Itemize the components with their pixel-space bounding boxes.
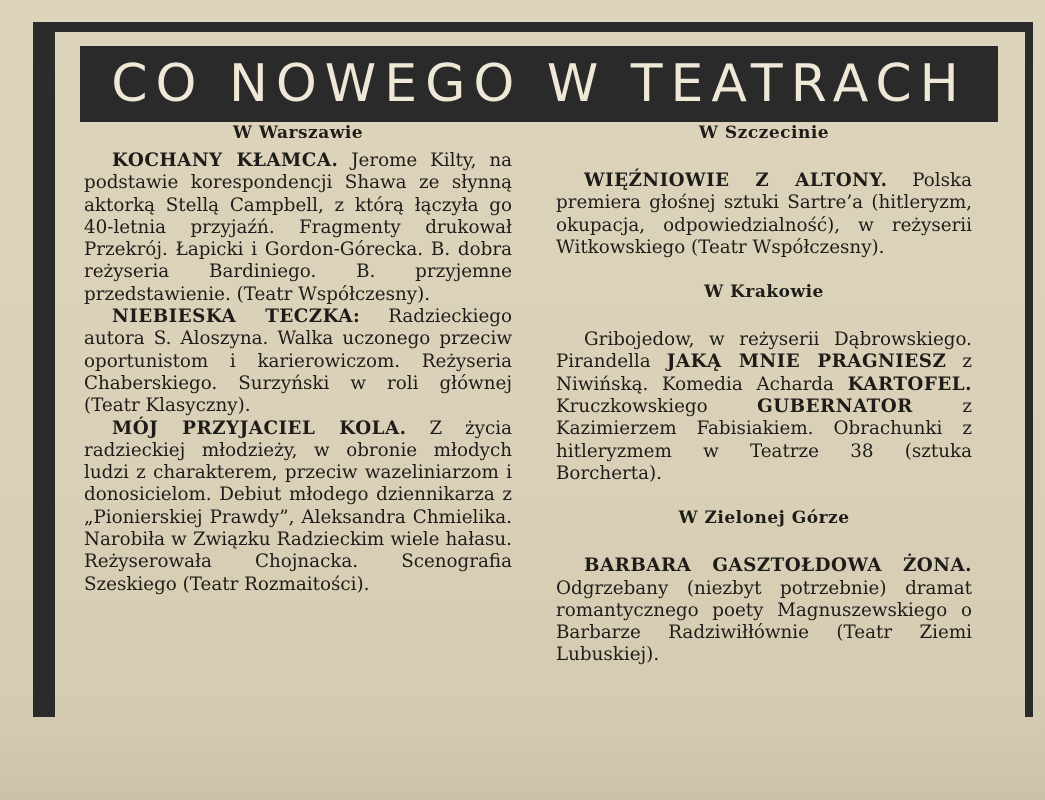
entry-text: Odgrzebany (niezbyt potrzebnie) dramat romantycznego poety Magnuszewskiego o Barbarze Radziwiłłównie (Teatr Ziemi Lubuskiej).	[556, 577, 972, 666]
entry-title: WIĘŹNIOWIE Z ALTONY.	[584, 170, 888, 191]
city-heading-krakow: W Krakowie	[704, 282, 824, 303]
entry-text: z Niwińską. Komedia Acharda	[556, 351, 972, 395]
header-banner	[80, 46, 998, 122]
entry-text: z Kazimierzem Fabisiakiem. Obrachunki z hitleryzmem w Teatrze 38 (sztuka Borcherta).	[556, 396, 972, 484]
entry-text: Radzieckiego autora S. Aloszyna. Walka uczonego przeciw oportunistom i karierowiczom. Reżyseria Chaberskiego. Surzyński w roli głównej (Teatr Klasyczny).	[84, 306, 512, 417]
entry-kochany-klamca	[84, 150, 512, 306]
entry-title: JAKĄ MNIE PRAGNIESZ	[666, 351, 947, 373]
entry-title: KARTOFEL.	[847, 373, 972, 395]
entry-moj-przyjaciel-kola	[84, 418, 512, 596]
city-heading-zielona-gora: W Zielonej Górze	[678, 508, 850, 529]
city-heading-warszawa: W Warszawie	[232, 123, 364, 143]
entry-niebieska-teczka	[84, 306, 512, 417]
entry-wiezniowie-z-altony	[556, 170, 972, 259]
page-bottom-edge	[0, 715, 1045, 800]
entry-barbara-gasztoldowa	[556, 555, 972, 666]
entry-krakow	[556, 329, 972, 485]
entry-text: Z życia radzieckiej młodzieży, w obronie młodych ludzi z charakterem, przeciw wazeliniarzom i donosicielom. Debiut młodego dziennikarza z „Pionierskiej Prawdy”, Aleksandra Chmielika. Narobiła w Związku Radzieckim wiele hałasu. Reżyserowała Chojnacka. Scenografia Szeskiego (Teatr Rozmaitości).	[84, 417, 512, 595]
entry-text: Kruczkowskiego	[556, 396, 758, 418]
entry-text: Polska premiera głośnej sztuki Sartre’a (hitleryzm, okupacja, odpowiedzialność), w reżyserii Witkowskiego (Teatr Współczesny).	[556, 170, 972, 258]
entry-title: NIEBIESKA TECZKA:	[112, 306, 361, 328]
left-column	[84, 122, 512, 596]
entry-title: MÓJ PRZYJACIEL KOLA.	[112, 417, 407, 439]
entry-text: Jerome Kilty, na podstawie korespondencji Shawa ze słynną aktorką Stellą Campbell, z którą łączyła go 40-letnia przyjaźń. Fragmenty drukował Przekrój. Łapicki i Gordon-Górecka. B. dobra reżyseria Bardiniego. B. przyjemne przedstawienie. (Teatr Współczesny).	[84, 150, 513, 305]
page-title: CO NOWEGO W TEATRACH	[111, 54, 967, 114]
entry-title: BARBARA GASZTOŁDOWA ŻONA.	[584, 555, 972, 577]
city-heading-szczecin: W Szczecinie	[698, 123, 830, 143]
entry-text: Gribojedow, w reżyserii Dąbrowskiego. Pirandella	[556, 329, 972, 373]
entry-title: GUBERNATOR	[757, 396, 913, 418]
right-column	[556, 122, 972, 667]
entry-title: KOCHANY KŁAMCA.	[112, 150, 339, 171]
